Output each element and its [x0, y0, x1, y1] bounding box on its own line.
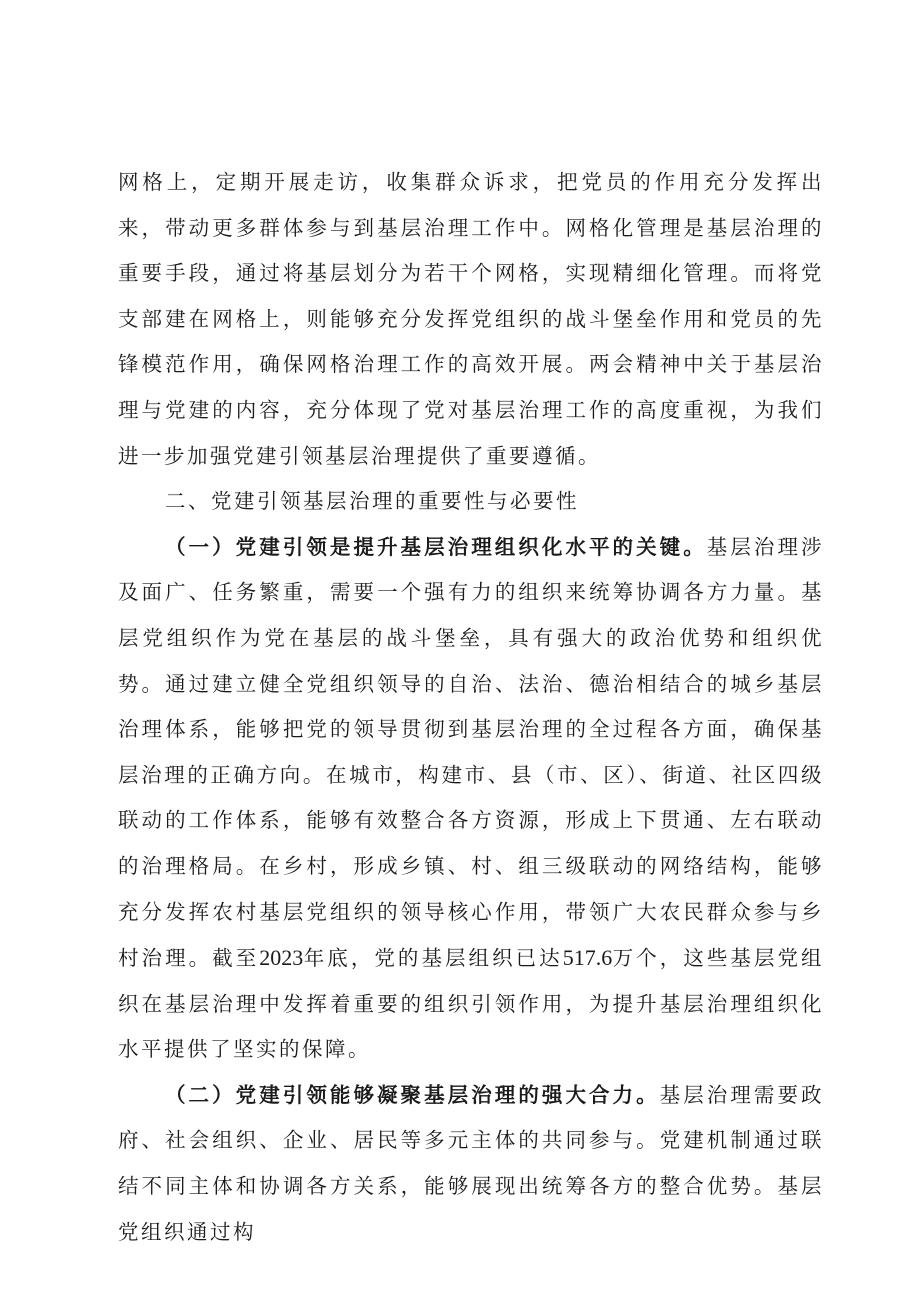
subsection-1-paragraph — [118, 525, 824, 1073]
subsection-2-title: （二）党建引领能够凝聚基层治理的强大合力。 — [165, 1082, 660, 1107]
subsection-2-text: 基层治理需要政府、社会组织、企业、居民等多元主体的共同参与。党建机制通过联结不同主体和协调各方关系，能够展现出统筹各方的整合优势。基层党组织通过构 — [118, 1082, 825, 1244]
subsection-2-paragraph — [118, 1073, 824, 1255]
subsection-1-text-b: 年底，党的基层组织已达 — [303, 946, 563, 971]
paragraph-intro-continuation: 网格上，定期开展走访，收集群众诉求，把党员的作用充分发挥出来，带动更多群体参与到基层治理工作中。网格化管理是基层治理的重要手段，通过将基层划分为若干个网格，实现精细化管理。而将党支部建在网格上，则能够充分发挥党组织的战斗堡垒作用和党员的先锋模范作用，确保网格治理工作的高效开展。两会精神中关于基层治理与党建的内容，充分体现了党对基层治理工作的高度重视，为我们进一步加强党建引领基层治理提供了重要遵循。 — [118, 170, 824, 468]
subsection-1-text-a: 基层治理涉及面广、任务繁重，需要一个强有力的组织来统筹协调各方力量。基层党组织作为党在基层的战斗堡垒，具有强大的政治优势和组织优势。通过建立健全党组织领导的自治、法治、德治相结合的城乡基层治理体系，能够把党的领导贯彻到基层治理的全过程各方面，确保基层治理的正确方向。在城市，构建市、县（市、区）、街道、社区四级联动的工作体系，能够有效整合各方资源，形成上下贯通、左右联动的治理格局。在乡村，形成乡镇、村、组三级联动的网络结构，能够充分发挥农村基层党组织的领导核心作用，带领广大农民群众参与乡村治理。截至 — [118, 534, 825, 971]
year-value: 2023 — [259, 945, 304, 971]
document-body — [118, 160, 824, 1255]
subsection-1-title: （一）党建引领是提升基层治理组织化水平的关键。 — [165, 534, 707, 559]
organization-count-value: 517.6 — [562, 945, 613, 971]
subsection-1-text-c: 万个，这些基层党组织在基层治理中发挥着重要的组织引领作用，为提升基层治理组织化水平提供了坚实的保障。 — [118, 946, 825, 1062]
section-heading: 二、党建引领基层治理的重要性与必要性 — [165, 489, 579, 514]
